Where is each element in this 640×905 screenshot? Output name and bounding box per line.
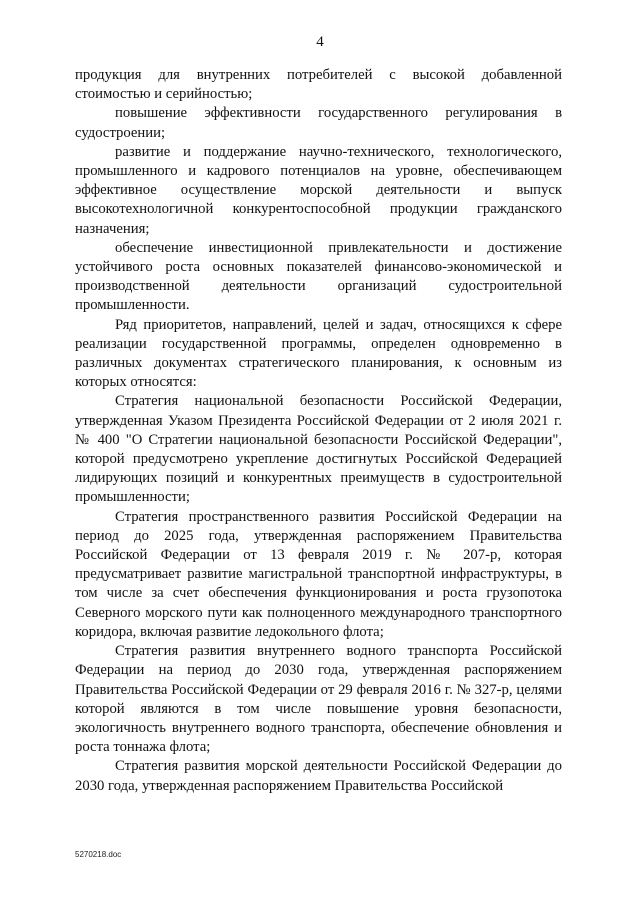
- paragraph-inland-water-transport-strategy: Стратегия развития внутреннего водного транспорта Российской Федерации на период до 2030 года, утвержденная распоряжением Правительства Российской Федерации от 29 февраля 2016 г. № 327-р, целями которой являются в том числе повышение уровня безопасности, экологичность внутреннего водного транспорта, обеспечение обновления и роста тоннажа флота;: [75, 643, 562, 756]
- document-body: [75, 66, 562, 796]
- paragraph-item-2: повышение эффективности государственного регулирования в судостроении;: [75, 105, 562, 141]
- document-file-code: 5270218.doc: [75, 850, 122, 859]
- paragraph-maritime-activity-strategy: Стратегия развития морской деятельности Российской Федерации до 2030 года, утвержденная распоряжением Правительства Российской: [75, 758, 562, 794]
- paragraph-item-4: обеспечение инвестиционной привлекательности и достижение устойчивого роста основных показателей финансово-экономической и производственной деятельности организаций судостроительной промышленности.: [75, 239, 562, 314]
- paragraph-national-security-strategy: Стратегия национальной безопасности Российской Федерации, утвержденная Указом Президента Российской Федерации от 2 июля 2021 г. № 400 "О Стратегии национальной безопасности Российской Федерации", которой предусмотрено укрепление достигнутых Российской Федерацией лидирующих позиций и конкурентных преимуществ в судостроительной промышленности;: [75, 393, 562, 506]
- paragraph-priorities: Ряд приоритетов, направлений, целей и задач, относящихся к сфере реализации государственной программы, определен одновременно в различных документах стратегического планирования, к основным из которых относятся:: [75, 316, 562, 391]
- page-number: 4: [316, 34, 324, 50]
- paragraph-spatial-development-strategy: Стратегия пространственного развития Российской Федерации на период до 2025 года, утвержденная распоряжением Правительства Российской Федерации от 13 февраля 2019 г. № 207-р, которая предусматривает развитие магистральной транспортной инфраструктуры, в том числе за счет обеспечения функционирования и роста грузопотока Северного морского пути как полноценного международного транспортного коридора, включая развитие ледокольного флота;: [75, 508, 562, 640]
- paragraph-item-3: развитие и поддержание научно-технического, технологического, промышленного и кадрового потенциалов на уровне, обеспечивающем эффективное осуществление морской деятельности и выпуск высокотехнологичной конкурентоспособной продукции гражданского назначения;: [75, 143, 562, 237]
- paragraph-item-1: продукция для внутренних потребителей с высокой добавленной стоимостью и серийностью;: [75, 67, 562, 103]
